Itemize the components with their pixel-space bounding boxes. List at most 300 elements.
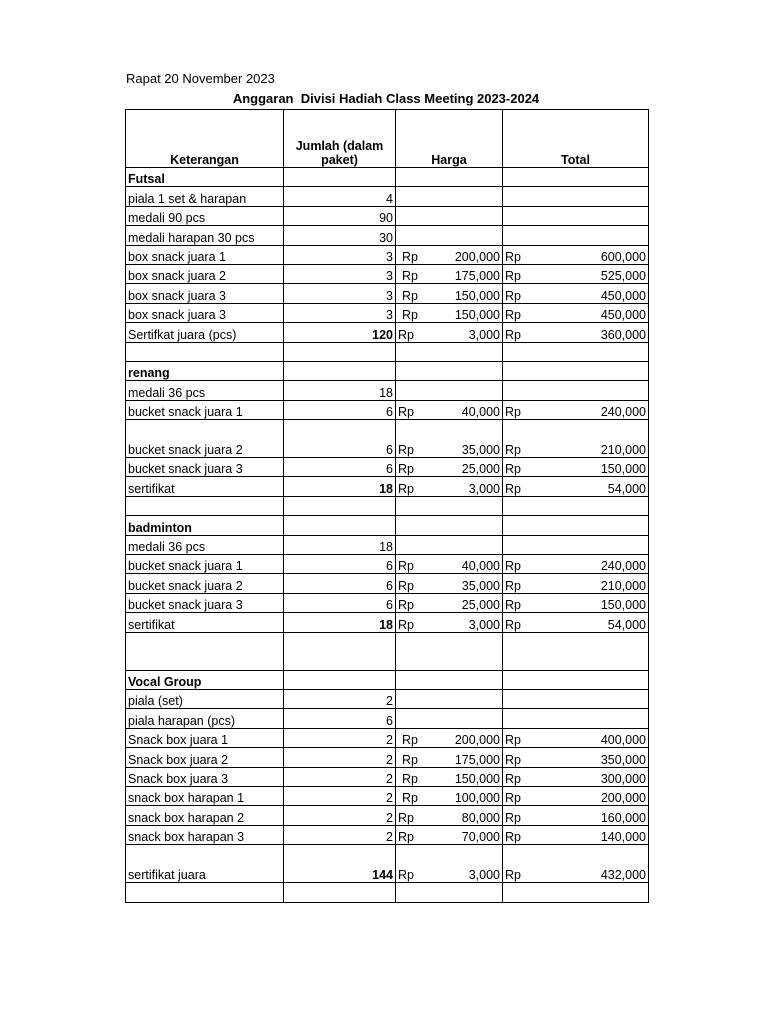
item-qty: [284, 516, 396, 535]
total-cell: [505, 559, 646, 573]
table-row: [126, 420, 649, 458]
item-qty: 144: [284, 845, 396, 883]
item-total: [503, 748, 649, 767]
table-row: [126, 555, 649, 574]
item-price: [396, 574, 503, 593]
currency-label: Rp: [402, 733, 418, 748]
item-total: [503, 786, 649, 805]
item-qty: 30: [284, 226, 396, 245]
section-row: [126, 516, 649, 535]
item-qty: 18: [284, 535, 396, 554]
total-cell: [505, 791, 646, 805]
price-cell: [398, 443, 500, 457]
table-row: [126, 264, 649, 283]
blank-row: [126, 632, 649, 670]
item-qty: 2: [284, 786, 396, 805]
item-price: [396, 593, 503, 612]
currency-label: Rp: [505, 443, 521, 458]
item-label: medali 90 pcs: [126, 206, 284, 225]
item-price: [396, 323, 503, 342]
currency-label: Rp: [505, 733, 521, 748]
item-label: Sertifkat juara (pcs): [126, 323, 284, 342]
currency-label: Rp: [505, 791, 521, 806]
total-value: 240,000: [600, 559, 646, 574]
item-price: [396, 361, 503, 380]
item-total: [503, 381, 649, 400]
item-total: [503, 728, 649, 747]
currency-label: Rp: [505, 481, 521, 496]
item-label: medali 36 pcs: [126, 381, 284, 400]
item-total: [503, 496, 649, 515]
table-row: [126, 323, 649, 342]
table-row: [126, 535, 649, 554]
price-cell: [398, 579, 500, 593]
table-row: [126, 689, 649, 708]
table-row: [126, 748, 649, 767]
item-label: bucket snack juara 3: [126, 458, 284, 477]
item-label: Snack box juara 3: [126, 767, 284, 786]
currency-label: Rp: [505, 249, 521, 264]
item-price: [396, 613, 503, 632]
item-label: snack box harapan 1: [126, 786, 284, 805]
item-total: [503, 400, 649, 419]
item-qty: 4: [284, 187, 396, 206]
price-value: 150,000: [454, 308, 500, 323]
total-value: 160,000: [600, 810, 646, 825]
total-value: 140,000: [600, 830, 646, 845]
item-total: [503, 245, 649, 264]
item-label: box snack juara 3: [126, 303, 284, 322]
table-row: [126, 709, 649, 728]
item-qty: [284, 342, 396, 361]
item-price: [396, 400, 503, 419]
item-total: [503, 516, 649, 535]
price-value: 175,000: [454, 752, 500, 767]
price-cell: [398, 811, 500, 825]
price-cell: [398, 462, 500, 476]
currency-label: Rp: [402, 249, 418, 264]
currency-label: Rp: [505, 308, 521, 323]
currency-label: Rp: [398, 578, 414, 593]
total-cell: [505, 289, 646, 303]
currency-label: Rp: [398, 617, 414, 632]
item-total: [503, 284, 649, 303]
item-qty: 6: [284, 555, 396, 574]
item-price: [396, 767, 503, 786]
table-row: [126, 458, 649, 477]
total-value: 600,000: [600, 249, 646, 264]
price-value: 3,000: [468, 327, 500, 342]
total-value: 360,000: [600, 327, 646, 342]
table-row: [126, 806, 649, 825]
item-price: [396, 284, 503, 303]
item-price: [396, 206, 503, 225]
item-total: [503, 303, 649, 322]
price-value: 40,000: [461, 559, 500, 574]
item-price: [396, 709, 503, 728]
price-value: 150,000: [454, 771, 500, 786]
item-price: [396, 187, 503, 206]
total-value: 450,000: [600, 288, 646, 303]
currency-label: Rp: [402, 288, 418, 303]
item-label: [126, 342, 284, 361]
item-price: [396, 883, 503, 902]
price-cell: [398, 598, 500, 612]
item-qty: 6: [284, 593, 396, 612]
item-qty: 6: [284, 458, 396, 477]
item-total: [503, 632, 649, 670]
item-qty: 120: [284, 323, 396, 342]
item-qty: 6: [284, 709, 396, 728]
item-total: [503, 361, 649, 380]
price-value: 3,000: [468, 617, 500, 632]
price-value: 175,000: [454, 269, 500, 284]
item-price: [396, 245, 503, 264]
item-price: [396, 516, 503, 535]
price-cell: [398, 482, 500, 496]
currency-label: Rp: [505, 288, 521, 303]
currency-label: Rp: [505, 327, 521, 342]
total-cell: [505, 482, 646, 496]
total-cell: [505, 308, 646, 322]
total-value: 300,000: [600, 771, 646, 786]
price-cell: [398, 250, 500, 264]
table-row: [126, 477, 649, 496]
price-cell: [398, 289, 500, 303]
currency-label: Rp: [402, 771, 418, 786]
total-cell: [505, 598, 646, 612]
header-harga: Harga: [396, 110, 503, 168]
price-value: 80,000: [461, 810, 500, 825]
header-total: Total: [503, 110, 649, 168]
price-value: 25,000: [461, 598, 500, 613]
item-label: snack box harapan 3: [126, 825, 284, 844]
price-value: 150,000: [454, 288, 500, 303]
item-label: [126, 632, 284, 670]
item-qty: [284, 632, 396, 670]
item-total: [503, 477, 649, 496]
item-total: [503, 845, 649, 883]
total-cell: [505, 579, 646, 593]
total-cell: [505, 830, 646, 844]
total-cell: [505, 618, 646, 632]
table-header-row: [126, 110, 649, 168]
item-label: medali harapan 30 pcs: [126, 226, 284, 245]
total-cell: [505, 811, 646, 825]
item-price: [396, 748, 503, 767]
currency-label: Rp: [505, 752, 521, 767]
item-qty: 18: [284, 613, 396, 632]
item-price: [396, 632, 503, 670]
blank-row: [126, 883, 649, 902]
currency-label: Rp: [398, 443, 414, 458]
blank-row: [126, 342, 649, 361]
currency-label: Rp: [402, 752, 418, 767]
item-qty: 18: [284, 477, 396, 496]
total-value: 54,000: [607, 617, 646, 632]
section-row: [126, 670, 649, 689]
item-total: [503, 342, 649, 361]
item-qty: 3: [284, 264, 396, 283]
item-qty: 2: [284, 748, 396, 767]
total-cell: [505, 405, 646, 419]
table-row: [126, 206, 649, 225]
item-qty: 6: [284, 574, 396, 593]
section-title: Vocal Group: [126, 670, 284, 689]
blank-row: [126, 496, 649, 515]
item-price: [396, 670, 503, 689]
currency-label: Rp: [398, 462, 414, 477]
price-cell: [398, 328, 500, 342]
price-cell: [398, 559, 500, 573]
price-value: 35,000: [461, 443, 500, 458]
item-price: [396, 264, 503, 283]
price-value: 200,000: [454, 249, 500, 264]
item-total: [503, 323, 649, 342]
item-price: [396, 420, 503, 458]
price-cell: [398, 772, 500, 786]
item-qty: [284, 670, 396, 689]
price-value: 70,000: [461, 830, 500, 845]
item-qty: 3: [284, 284, 396, 303]
item-price: [396, 555, 503, 574]
item-qty: [284, 168, 396, 187]
section-title: badminton: [126, 516, 284, 535]
currency-label: Rp: [505, 559, 521, 574]
section-title: Futsal: [126, 168, 284, 187]
currency-label: Rp: [505, 771, 521, 786]
header-jumlah: Jumlah (dalam paket): [284, 110, 396, 168]
table-row: [126, 593, 649, 612]
item-total: [503, 535, 649, 554]
currency-label: Rp: [398, 327, 414, 342]
total-cell: [505, 269, 646, 283]
item-price: [396, 535, 503, 554]
price-cell: [398, 269, 500, 283]
item-label: snack box harapan 2: [126, 806, 284, 825]
item-label: sertifikat juara: [126, 845, 284, 883]
currency-label: Rp: [398, 598, 414, 613]
table-row: [126, 613, 649, 632]
item-label: medali 36 pcs: [126, 535, 284, 554]
item-label: box snack juara 1: [126, 245, 284, 264]
total-cell: [505, 443, 646, 457]
price-value: 3,000: [468, 481, 500, 496]
table-row: [126, 786, 649, 805]
price-value: 3,000: [468, 868, 500, 883]
price-value: 200,000: [454, 733, 500, 748]
section-row: [126, 168, 649, 187]
item-total: [503, 420, 649, 458]
currency-label: Rp: [398, 405, 414, 420]
total-value: 432,000: [600, 868, 646, 883]
item-price: [396, 845, 503, 883]
item-label: Snack box juara 1: [126, 728, 284, 747]
item-qty: 3: [284, 303, 396, 322]
price-cell: [398, 753, 500, 767]
total-value: 150,000: [600, 462, 646, 477]
currency-label: Rp: [505, 578, 521, 593]
price-cell: [398, 308, 500, 322]
table-row: [126, 245, 649, 264]
item-price: [396, 496, 503, 515]
item-total: [503, 206, 649, 225]
meeting-date: Rapat 20 November 2023: [126, 71, 275, 86]
item-total: [503, 806, 649, 825]
total-cell: [505, 868, 646, 882]
currency-label: Rp: [505, 868, 521, 883]
item-qty: 3: [284, 245, 396, 264]
total-cell: [505, 328, 646, 342]
total-cell: [505, 772, 646, 786]
price-cell: [398, 618, 500, 632]
price-cell: [398, 830, 500, 844]
currency-label: Rp: [398, 481, 414, 496]
total-cell: [505, 250, 646, 264]
price-cell: [398, 791, 500, 805]
item-qty: [284, 883, 396, 902]
item-total: [503, 264, 649, 283]
item-label: sertifikat: [126, 613, 284, 632]
currency-label: Rp: [505, 810, 521, 825]
item-price: [396, 786, 503, 805]
item-price: [396, 168, 503, 187]
table-row: [126, 187, 649, 206]
item-qty: 18: [284, 381, 396, 400]
table-row: [126, 226, 649, 245]
currency-label: Rp: [505, 617, 521, 632]
item-price: [396, 806, 503, 825]
table-row: [126, 284, 649, 303]
item-qty: 2: [284, 767, 396, 786]
item-total: [503, 767, 649, 786]
total-cell: [505, 753, 646, 767]
document-title: Anggaran Divisi Hadiah Class Meeting 2023-2024: [232, 91, 540, 106]
table-row: [126, 574, 649, 593]
item-label: piala 1 set & harapan: [126, 187, 284, 206]
item-price: [396, 728, 503, 747]
currency-label: Rp: [402, 791, 418, 806]
item-label: box snack juara 3: [126, 284, 284, 303]
table-row: [126, 825, 649, 844]
table-row: [126, 767, 649, 786]
budget-table: [125, 109, 649, 903]
item-label: bucket snack juara 2: [126, 574, 284, 593]
item-price: [396, 477, 503, 496]
price-cell: [398, 733, 500, 747]
price-value: 100,000: [454, 791, 500, 806]
total-value: 54,000: [607, 481, 646, 496]
item-label: bucket snack juara 1: [126, 555, 284, 574]
total-value: 525,000: [600, 269, 646, 284]
total-value: 210,000: [600, 443, 646, 458]
item-price: [396, 226, 503, 245]
budget-table-body: [126, 110, 649, 903]
item-label: piala (set): [126, 689, 284, 708]
item-total: [503, 709, 649, 728]
total-value: 200,000: [600, 791, 646, 806]
item-qty: 2: [284, 689, 396, 708]
item-total: [503, 825, 649, 844]
currency-label: Rp: [505, 598, 521, 613]
item-qty: 6: [284, 420, 396, 458]
total-value: 400,000: [600, 733, 646, 748]
item-qty: 6: [284, 400, 396, 419]
item-total: [503, 574, 649, 593]
currency-label: Rp: [398, 810, 414, 825]
table-row: [126, 303, 649, 322]
item-label: Snack box juara 2: [126, 748, 284, 767]
total-value: 210,000: [600, 578, 646, 593]
item-label: bucket snack juara 3: [126, 593, 284, 612]
currency-label: Rp: [398, 868, 414, 883]
currency-label: Rp: [398, 559, 414, 574]
item-total: [503, 613, 649, 632]
item-label: bucket snack juara 1: [126, 400, 284, 419]
item-label: bucket snack juara 2: [126, 420, 284, 458]
item-qty: [284, 361, 396, 380]
price-value: 25,000: [461, 462, 500, 477]
item-label: [126, 496, 284, 515]
item-total: [503, 555, 649, 574]
item-qty: 2: [284, 825, 396, 844]
price-cell: [398, 405, 500, 419]
currency-label: Rp: [402, 269, 418, 284]
item-total: [503, 226, 649, 245]
total-value: 350,000: [600, 752, 646, 767]
table-row: [126, 728, 649, 747]
item-label: box snack juara 2: [126, 264, 284, 283]
item-price: [396, 458, 503, 477]
item-total: [503, 593, 649, 612]
item-total: [503, 458, 649, 477]
item-total: [503, 883, 649, 902]
table-row: [126, 845, 649, 883]
item-price: [396, 303, 503, 322]
section-row: [126, 361, 649, 380]
item-label: [126, 883, 284, 902]
total-value: 450,000: [600, 308, 646, 323]
total-cell: [505, 462, 646, 476]
section-title: renang: [126, 361, 284, 380]
item-qty: 2: [284, 806, 396, 825]
item-label: piala harapan (pcs): [126, 709, 284, 728]
item-price: [396, 689, 503, 708]
currency-label: Rp: [505, 405, 521, 420]
item-total: [503, 168, 649, 187]
item-qty: [284, 496, 396, 515]
price-cell: [398, 868, 500, 882]
item-total: [503, 689, 649, 708]
item-total: [503, 187, 649, 206]
header-keterangan: Keterangan: [126, 110, 284, 168]
total-cell: [505, 733, 646, 747]
currency-label: Rp: [505, 830, 521, 845]
table-row: [126, 381, 649, 400]
currency-label: Rp: [398, 830, 414, 845]
price-value: 35,000: [461, 578, 500, 593]
item-price: [396, 381, 503, 400]
item-total: [503, 670, 649, 689]
item-label: sertifikat: [126, 477, 284, 496]
total-value: 240,000: [600, 405, 646, 420]
currency-label: Rp: [505, 462, 521, 477]
item-price: [396, 825, 503, 844]
total-value: 150,000: [600, 598, 646, 613]
item-qty: 2: [284, 728, 396, 747]
table-row: [126, 400, 649, 419]
item-qty: 90: [284, 206, 396, 225]
